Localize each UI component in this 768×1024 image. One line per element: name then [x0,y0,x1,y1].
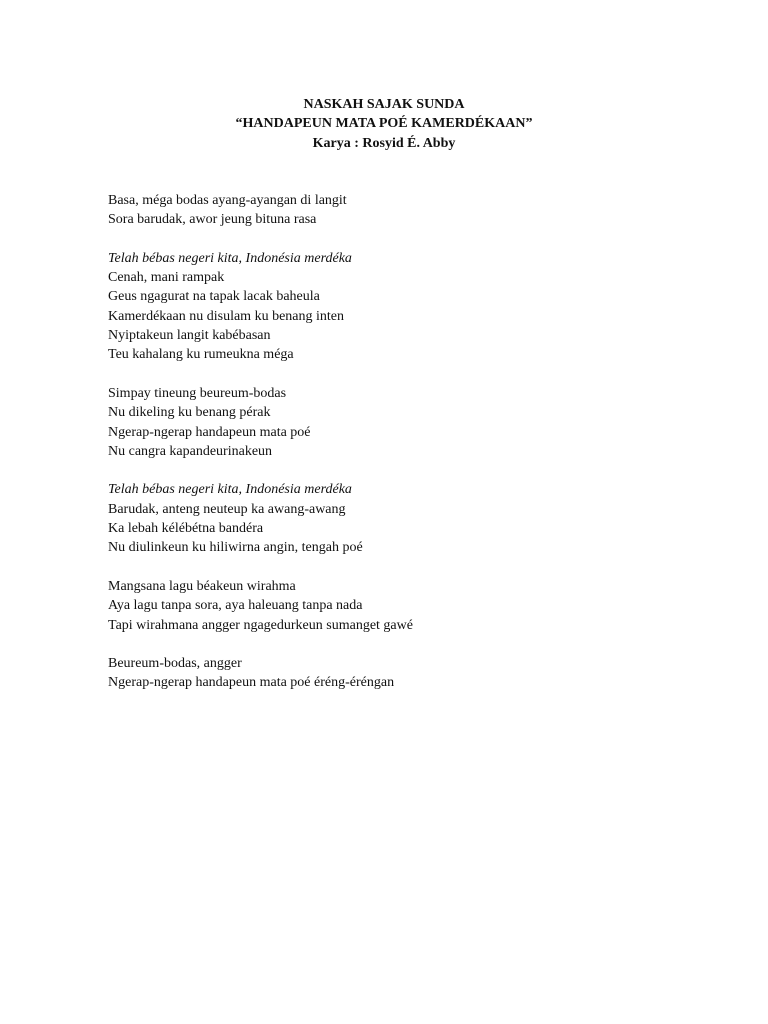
poem-line: Sora barudak, awor jeung bituna rasa [108,212,317,228]
poem-line: Nu diulinkeun ku hiliwirna angin, tengah poé [108,540,363,556]
poem-refrain-line: Telah bébas negeri kita, Indonésia merdéka [108,482,352,498]
poem-line: Ka lebah kélébétna bandéra [108,521,264,537]
poem-line: Geus ngagurat na tapak lacak baheula [108,289,320,305]
poem-line: Kamerdékaan nu disulam ku benang inten [108,308,344,324]
poem-line: Basa, méga bodas ayang-ayangan di langit [108,193,347,208]
poem-line: Nu cangra kapandeurinakeun [108,443,273,459]
poem-line: Mangsana lagu béakeun wirahma [108,578,296,594]
stanza-1 [108,191,668,230]
stanza-2 [108,249,668,365]
poem-line: Tapi wirahmana angger ngagedurkeun sumanget gawé [108,617,413,633]
poem-line: Simpay tineung beureum-bodas [108,385,287,401]
stanza-3 [108,384,668,461]
poem-line: Nu dikeling ku benang pérak [108,405,271,421]
poem-line: Aya lagu tanpa sora, aya haleuang tanpa nada [108,598,363,614]
stanza-6 [108,654,668,693]
poem-line: Ngerap-ngerap handapeun mata poé éréng-éréngan [108,675,395,691]
poem-line: Cenah, mani rampak [108,270,225,286]
poem-title: “HANDAPEUN MATA POÉ KAMERDÉKAAN” [235,116,533,132]
poem-author: Karya : Rosyid É. Abby [312,135,456,151]
poem-line: Beureum-bodas, angger [108,656,242,672]
poem-body [108,191,668,712]
poem-line: Barudak, anteng neuteup ka awang-awang [108,501,346,517]
document-header [0,95,768,153]
poem-line: Teu kahalang ku rumeukna méga [108,347,294,363]
stanza-5 [108,577,668,635]
poem-line: Ngerap-ngerap handapeun mata poé [108,424,311,440]
stanza-4 [108,480,668,557]
poem-line: Nyiptakeun langit kabébasan [108,328,271,344]
document-category-title: NASKAH SAJAK SUNDA [303,97,465,112]
poem-refrain-line: Telah bébas negeri kita, Indonésia merdéka [108,250,352,266]
